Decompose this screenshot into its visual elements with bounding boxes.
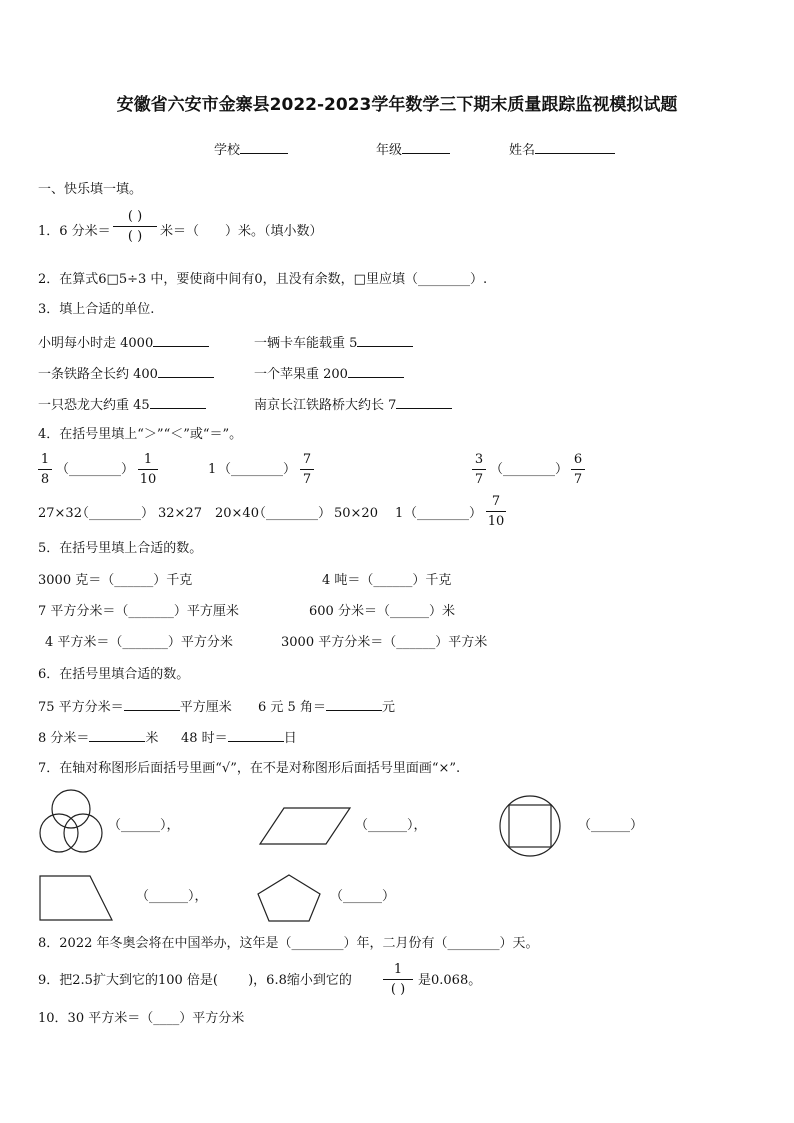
answer-blank[interactable] [357, 334, 413, 347]
fraction: 1 8 [38, 452, 52, 487]
answer-blank[interactable] [158, 365, 214, 378]
q9-text-a: 9．把2.5扩大到它的100 倍是( )，6.8缩小到它的 [38, 973, 352, 988]
q7-stem: 7．在轴对称图形后面括号里画“√”，在不是对称图形后面括号里面画“×”. [38, 761, 461, 776]
three-circles-figure [38, 788, 104, 856]
expression: 20×40 [215, 506, 259, 521]
number: 1 [395, 506, 404, 521]
compare-blank[interactable]: （________） [404, 506, 483, 521]
q2-text: 2．在算式6□5÷3 中，要使商中间有0，且没有余数，□里应填（________）. [38, 272, 488, 287]
q5-item[interactable]: 7 平方分米＝（_______）平方厘米 [38, 604, 239, 619]
q6-item: 6 元 5 角＝ 元 [258, 700, 395, 715]
judge-blank[interactable]: （______） [330, 889, 396, 904]
number: 1 [208, 462, 217, 477]
pentagon-figure [256, 873, 322, 923]
compare-blank[interactable]: （________） [253, 506, 332, 521]
q1-numerator[interactable]: ( ) [127, 209, 143, 224]
answer-blank[interactable] [228, 729, 284, 742]
fraction: 7 7 [300, 452, 314, 487]
judge-blank[interactable]: （______）， [355, 818, 427, 833]
answer-blank[interactable] [153, 334, 209, 347]
trapezoid-figure [38, 874, 114, 922]
q6-item: 8 分米＝ 米 [38, 731, 159, 746]
q9-fraction [383, 962, 413, 997]
answer-blank[interactable] [150, 396, 206, 409]
expression: 27×32 [38, 506, 82, 521]
q5-item[interactable]: 600 分米＝（______）米 [309, 604, 455, 619]
q1-denominator[interactable]: ( ) [127, 229, 143, 244]
q3-item: 一只恐龙大约重 45 [38, 396, 206, 414]
q6-stem: 6．在括号里填合适的数。 [38, 667, 190, 682]
q9-numerator: 1 [393, 962, 403, 977]
name-field[interactable] [509, 141, 615, 159]
compare-blank[interactable]: （________） [218, 462, 297, 477]
q1-fraction [113, 209, 157, 244]
grade-blank[interactable] [402, 141, 450, 154]
q9-text-b: 是0.068。 [418, 973, 482, 988]
q10-text: 10．30 平方米＝（____）平方分米 [38, 1011, 245, 1026]
q3-item: 南京长江铁路桥大约长 7 [254, 396, 452, 414]
school-blank[interactable] [240, 141, 288, 154]
answer-blank[interactable] [124, 698, 180, 711]
q5-stem: 5．在括号里填上合适的数。 [38, 541, 203, 556]
judge-blank[interactable]: （______）， [136, 889, 208, 904]
expression: 50×20 [334, 506, 378, 521]
name-blank[interactable] [535, 141, 615, 154]
q3-item: 小明每小时走 4000 [38, 334, 209, 352]
q8-text: 8．2022 年冬奥会将在中国举办，这年是（________）年，二月份有（________）天。 [38, 936, 539, 951]
q3-item: 一个苹果重 200 [254, 365, 404, 383]
q5-item[interactable]: 3000 平方分米＝（______）平方米 [281, 635, 488, 650]
answer-blank[interactable] [326, 698, 382, 711]
school-field[interactable] [214, 141, 288, 159]
q5-item[interactable]: 4 平方米＝（_______）平方分米 [45, 635, 233, 650]
q3-stem: 3．填上合适的单位. [38, 302, 155, 317]
answer-blank[interactable] [348, 365, 404, 378]
fraction: 3 7 [472, 452, 486, 487]
square-in-circle-figure [498, 794, 562, 858]
q3-item: 一条铁路全长约 400 [38, 365, 214, 383]
q1-prefix: 1．6 分米＝ [38, 224, 111, 239]
fraction: 7 10 [487, 494, 505, 529]
answer-blank[interactable] [396, 396, 452, 409]
parallelogram-figure [258, 806, 352, 846]
q5-item[interactable]: 4 吨＝（______）千克 [322, 573, 452, 588]
grade-label: 年级 [376, 143, 403, 158]
q3-item: 一辆卡车能载重 5 [254, 334, 413, 352]
q5-item[interactable]: 3000 克＝（______）千克 [38, 573, 193, 588]
school-label: 学校 [214, 143, 241, 158]
fraction: 1 10 [139, 452, 157, 487]
fraction: 6 7 [571, 452, 585, 487]
judge-blank[interactable]: （______）， [108, 818, 180, 833]
q9-denominator[interactable]: ( ) [390, 982, 406, 997]
section-heading: 一、快乐填一填。 [38, 182, 143, 197]
compare-blank[interactable]: （________） [490, 462, 569, 477]
q6-item: 48 时＝ 日 [181, 731, 297, 746]
expression: 32×27 [158, 506, 202, 521]
q1-suffix: 米＝（ ）米。（填小数） [160, 224, 323, 239]
q6-item: 75 平方分米＝ 平方厘米 [38, 700, 232, 715]
judge-blank[interactable]: （______） [578, 818, 644, 833]
name-label: 姓名 [509, 143, 536, 158]
compare-blank[interactable]: （________） [56, 462, 135, 477]
page-title: 安徽省六安市金寨县2022-2023学年数学三下期末质量跟踪监视模拟试题 [116, 95, 678, 115]
compare-blank[interactable]: （________） [76, 506, 155, 521]
grade-field[interactable] [376, 141, 450, 159]
q4-stem: 4．在括号里填上“＞”“＜”或“＝”。 [38, 427, 243, 442]
answer-blank[interactable] [89, 729, 145, 742]
